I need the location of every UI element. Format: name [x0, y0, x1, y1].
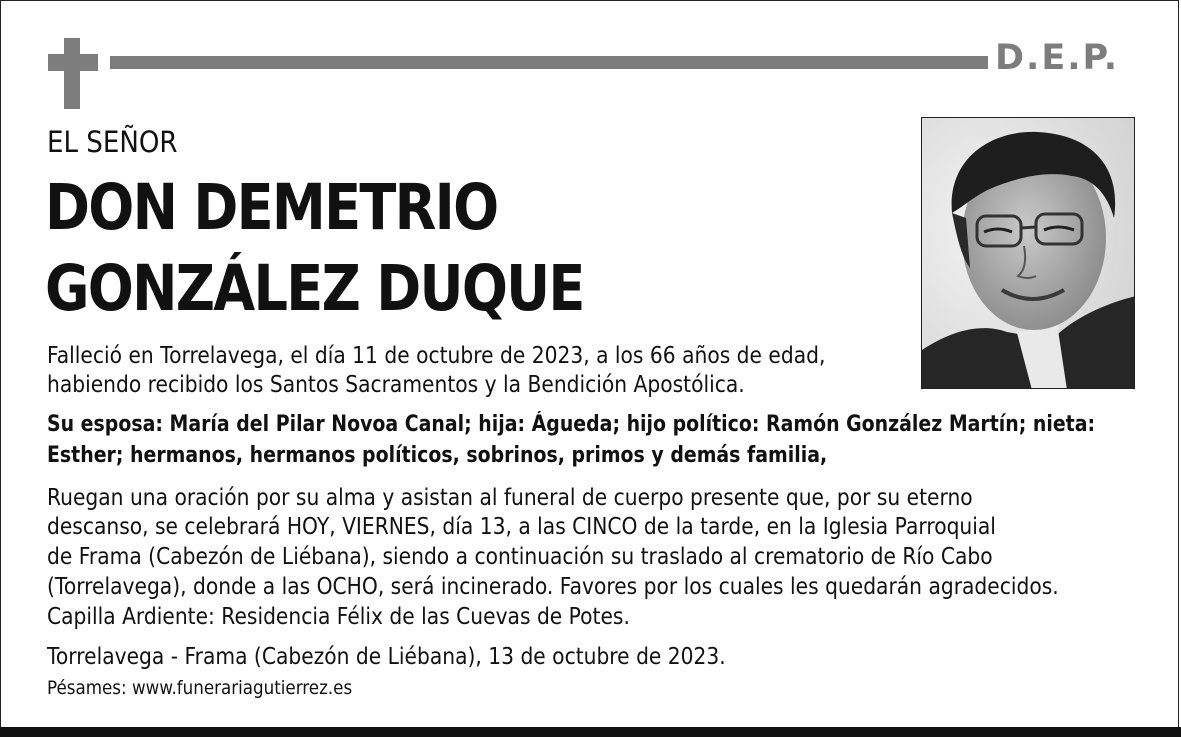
- deceased-name-line1: DON DEMETRIO: [45, 171, 498, 244]
- place-date: Torrelavega - Frama (Cabezón de Liébana), 13 de octubre de 2023.: [47, 644, 726, 670]
- dep-label: D.E.P.: [995, 38, 1120, 78]
- portrait-illustration: [922, 118, 1135, 389]
- request-line: (Torrelavega), donde a las OCHO, será incinerado. Favores por los cuales les quedarán agradecidos.: [47, 574, 1059, 600]
- family-line: Su esposa: María del Pilar Novoa Canal; hija: Águeda; hijo político: Ramón González Martín; nieta:: [47, 412, 1096, 437]
- bottom-rule: [0, 727, 1181, 737]
- condolences-link[interactable]: Pésames: www.funerariagutierrez.es: [47, 677, 353, 699]
- cross-icon: [64, 38, 80, 109]
- death-notice-line: habiendo recibido los Santos Sacramentos y la Bendición Apostólica.: [47, 372, 745, 398]
- header-rule: [110, 56, 988, 69]
- title-prefix: EL SEÑOR: [47, 125, 178, 159]
- portrait-photo: [921, 117, 1135, 389]
- cross-icon-bar: [48, 54, 98, 71]
- request-line: Capilla Ardiente: Residencia Félix de las Cuevas de Potes.: [47, 604, 630, 630]
- deceased-name-line2: GONZÁLEZ DUQUE: [45, 252, 584, 325]
- request-line: de Frama (Cabezón de Liébana), siendo a continuación su traslado al crematorio de Río Cabo: [47, 544, 993, 570]
- request-line: descanso, se celebrará HOY, VIERNES, día 13, a las CINCO de la tarde, en la Iglesia Parroquial: [47, 514, 996, 540]
- family-line: Esther; hermanos, hermanos políticos, sobrinos, primos y demás familia,: [47, 443, 828, 468]
- request-line: Ruegan una oración por su alma y asistan al funeral de cuerpo presente que, por su eterno: [47, 485, 973, 511]
- death-notice-line: Falleció en Torrelavega, el día 11 de octubre de 2023, a los 66 años de edad,: [47, 343, 826, 369]
